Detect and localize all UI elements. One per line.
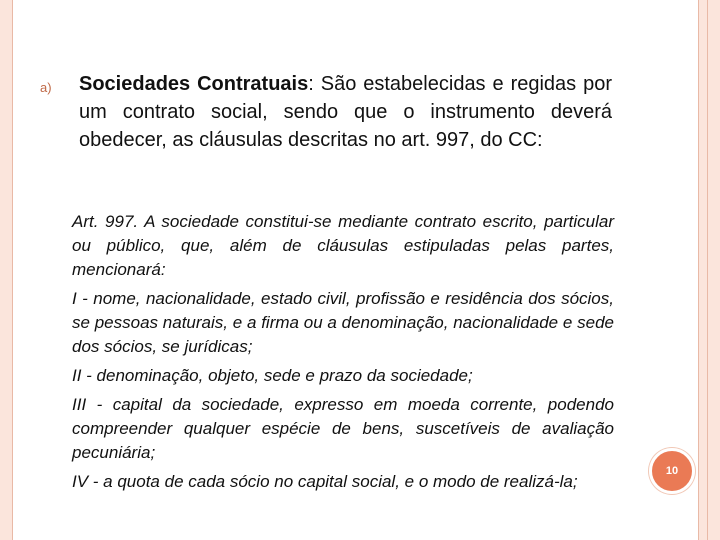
left-border-line xyxy=(12,0,13,540)
quote-line: II - denominação, objeto, sede e prazo da sociedade; xyxy=(72,366,473,385)
right-border-line-inner xyxy=(707,0,708,540)
intro-term: Sociedades Contratuais xyxy=(79,73,309,95)
intro-paragraph xyxy=(79,70,612,154)
page-number-badge xyxy=(649,448,695,494)
quote-line: Art. 997. A sociedade constitui-se mediante contrato escrito, particular ou público, que, além de cláusulas estipuladas pelas partes, mencionará: xyxy=(72,212,614,279)
left-border-band xyxy=(0,0,12,540)
bullet-marker: a) xyxy=(40,80,52,95)
page-number: 10 xyxy=(665,465,679,477)
article-quote xyxy=(72,210,614,499)
right-border-line xyxy=(698,0,699,540)
intro-text: : São estabelecidas e regidas por um contrato social, sendo que o instrumento deverá obedecer, as cláusulas descritas no art. 997, do CC: xyxy=(79,73,613,151)
quote-line: IV - a quota de cada sócio no capital social, e o modo de realizá-la; xyxy=(72,472,578,491)
right-border-band xyxy=(698,0,720,540)
quote-line: I - nome, nacionalidade, estado civil, profissão e residência dos sócios, se pessoas naturais, e a firma ou a denominação, nacionalidade e sede dos sócios, se jurídicas; xyxy=(72,289,614,356)
quote-line: III - capital da sociedade, expresso em moeda corrente, podendo compreender qualquer espécie de bens, suscetíveis de avaliação pecuniária; xyxy=(72,395,614,462)
